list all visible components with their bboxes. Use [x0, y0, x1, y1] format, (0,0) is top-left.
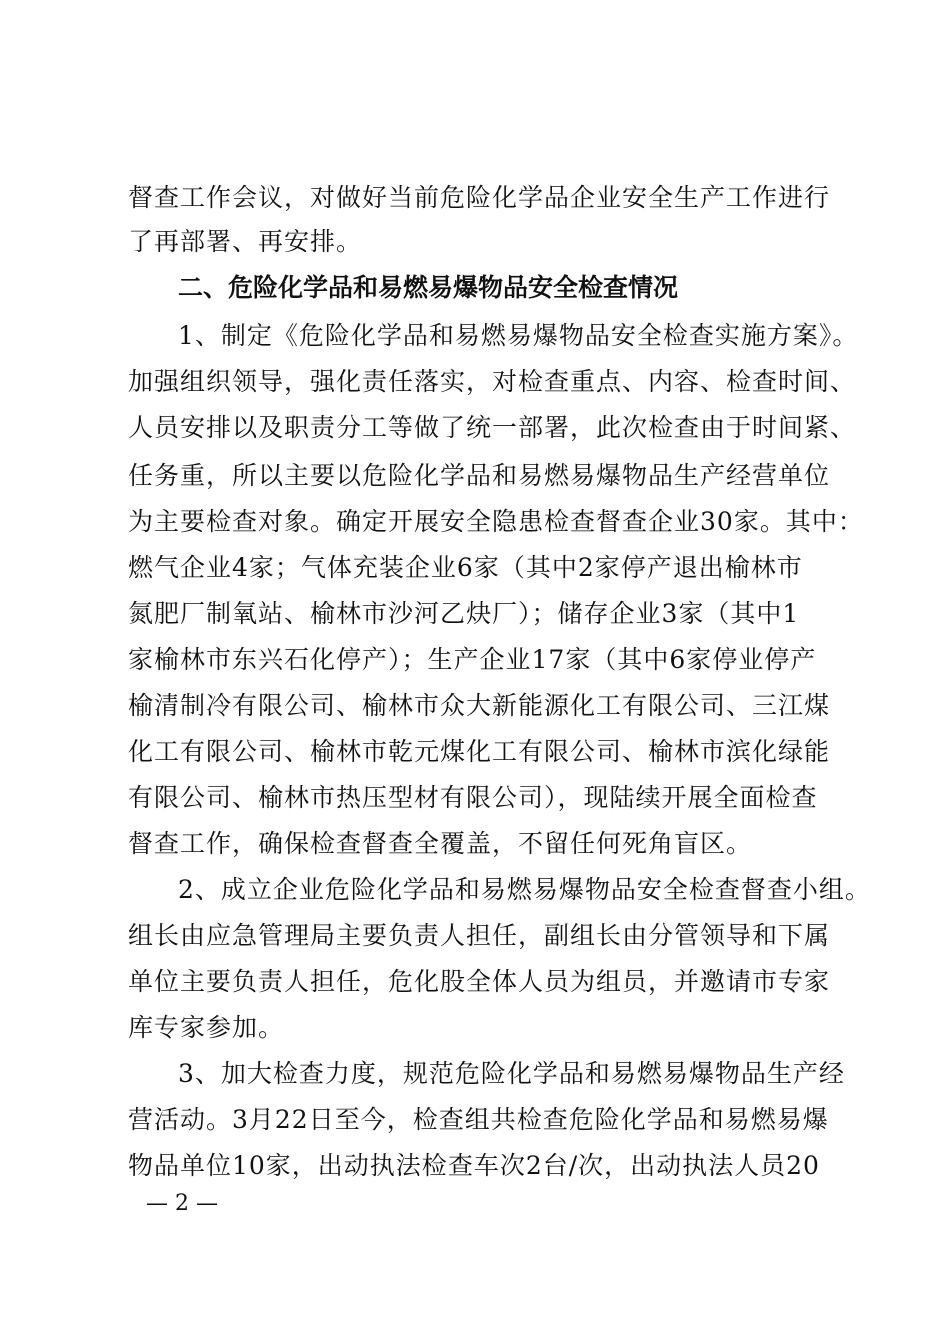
text-line: 燃气企业4家；气体充装企业6家（其中2家停产退出榆林市	[128, 553, 803, 582]
text-line: 库专家参加。	[128, 1013, 285, 1042]
text-line: 氮肥厂制氧站、榆林市沙河乙炔厂）；储存企业3家（其中1	[128, 599, 800, 628]
text-line: 任务重，所以主要以危险化学品和易燃易爆物品生产经营单位	[128, 461, 831, 490]
text-line: 组长由应急管理局主要负责人担任，副组长由分管领导和下属	[128, 921, 831, 950]
text-line: 物品单位10家，出动执法检查车次2台/次，出动执法人员20	[128, 1151, 820, 1180]
text-line: 督查工作会议，对做好当前危险化学品企业安全生产工作进行	[128, 183, 831, 212]
text-line: 1、制定《危险化学品和易燃易爆物品安全检查实施方案》。	[178, 321, 859, 350]
section-heading: 二、危险化学品和易燃易爆物品安全检查情况	[178, 273, 679, 302]
text-line: 榆清制冷有限公司、榆林市众大新能源化工有限公司、三江煤	[128, 691, 831, 720]
text-line: 营活动。3月22日至今，检查组共检查危险化学品和易燃易爆	[128, 1105, 829, 1134]
text-line: 为主要检查对象。确定开展安全隐患检查督查企业30家。其中：	[128, 507, 864, 536]
text-line: 家榆林市东兴石化停产）；生产企业17家（其中6家停业停产	[128, 645, 817, 674]
text-line: 有限公司、榆林市热压型材有限公司），现陆续开展全面检查	[128, 783, 818, 812]
text-line: 化工有限公司、榆林市乾元煤化工有限公司、榆林市滨化绿能	[128, 737, 831, 766]
text-line: 督查工作，确保检查督查全覆盖，不留任何死角盲区。	[128, 829, 753, 858]
text-line: 了再部署、再安排。	[128, 227, 363, 256]
page-number: — 2 —	[146, 1191, 218, 1216]
text-line: 人员安排以及职责分工等做了统一部署，此次检查由于时间紧、	[128, 413, 857, 442]
text-line: 加强组织领导，强化责任落实，对检查重点、内容、检查时间、	[128, 367, 857, 396]
text-line: 2、成立企业危险化学品和易燃易爆物品安全检查督查小组。	[178, 875, 871, 904]
text-line: 3、加大检查力度，规范危险化学品和易燃易爆物品生产经	[178, 1059, 845, 1088]
text-line: 单位主要负责人担任，危化股全体人员为组员，并邀请市专家	[128, 967, 831, 996]
